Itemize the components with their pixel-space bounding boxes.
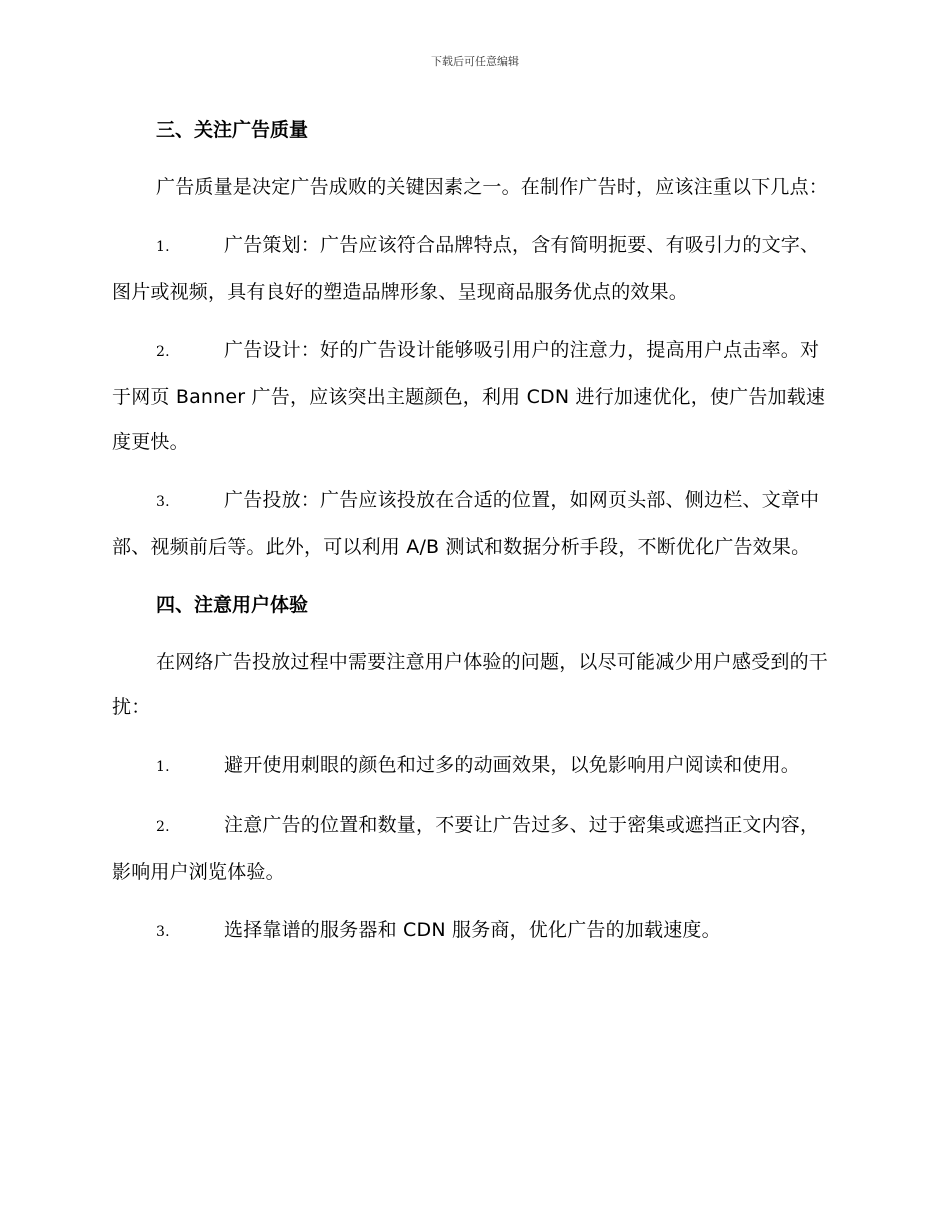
list-item: [112, 908, 834, 955]
list-number: 2.: [156, 344, 170, 360]
page-header: 下载后可任意编辑: [431, 55, 519, 68]
list-item: [112, 478, 834, 570]
list-item-text: 广告策划：广告应该符合品牌特点，含有简明扼要、有吸引力的文字、图片或视频，具有良好的塑造品牌形象、呈现商品服务优点的效果。: [112, 234, 820, 303]
list-number: 3.: [156, 494, 170, 510]
section-heading-user-experience: 四、注意用户体验: [156, 594, 309, 616]
list-item-text: 注意广告的位置和数量，不要让广告过多、过于密集或遮挡正文内容，影响用户浏览体验。: [112, 814, 820, 883]
list-item-text: 广告投放：广告应该投放在合适的位置，如网页头部、侧边栏、文章中部、视频前后等。此外，可以利用 A/B 测试和数据分析手段，不断优化广告效果。: [112, 489, 820, 558]
list-item: [112, 803, 834, 895]
document-body: [112, 108, 834, 955]
section-intro-user-experience: 在网络广告投放过程中需要注意用户体验的问题，以尽可能减少用户感受到的干扰：: [112, 651, 829, 718]
section-intro-quality: 广告质量是决定广告成败的关键因素之一。在制作广告时，应该注重以下几点：: [156, 176, 829, 198]
list-item: [112, 743, 834, 790]
section-heading-quality: 三、关注广告质量: [156, 119, 309, 141]
list-number: 2.: [156, 819, 170, 835]
list-item-text: 选择靠谱的服务器和 CDN 服务商，优化广告的加载速度。: [224, 919, 721, 941]
list-item-text: 避开使用刺眼的颜色和过多的动画效果，以免影响用户阅读和使用。: [224, 754, 801, 776]
list-number: 3.: [156, 924, 170, 940]
list-number: 1.: [156, 759, 170, 775]
list-item: [112, 223, 834, 315]
list-item-text: 广告设计：好的广告设计能够吸引用户的注意力，提高用户点击率。对于网页 Banner 广告，应该突出主题颜色，利用 CDN 进行加速优化，使广告加载速度更快。: [112, 339, 826, 453]
list-number: 1.: [156, 239, 170, 255]
list-item: [112, 328, 834, 465]
